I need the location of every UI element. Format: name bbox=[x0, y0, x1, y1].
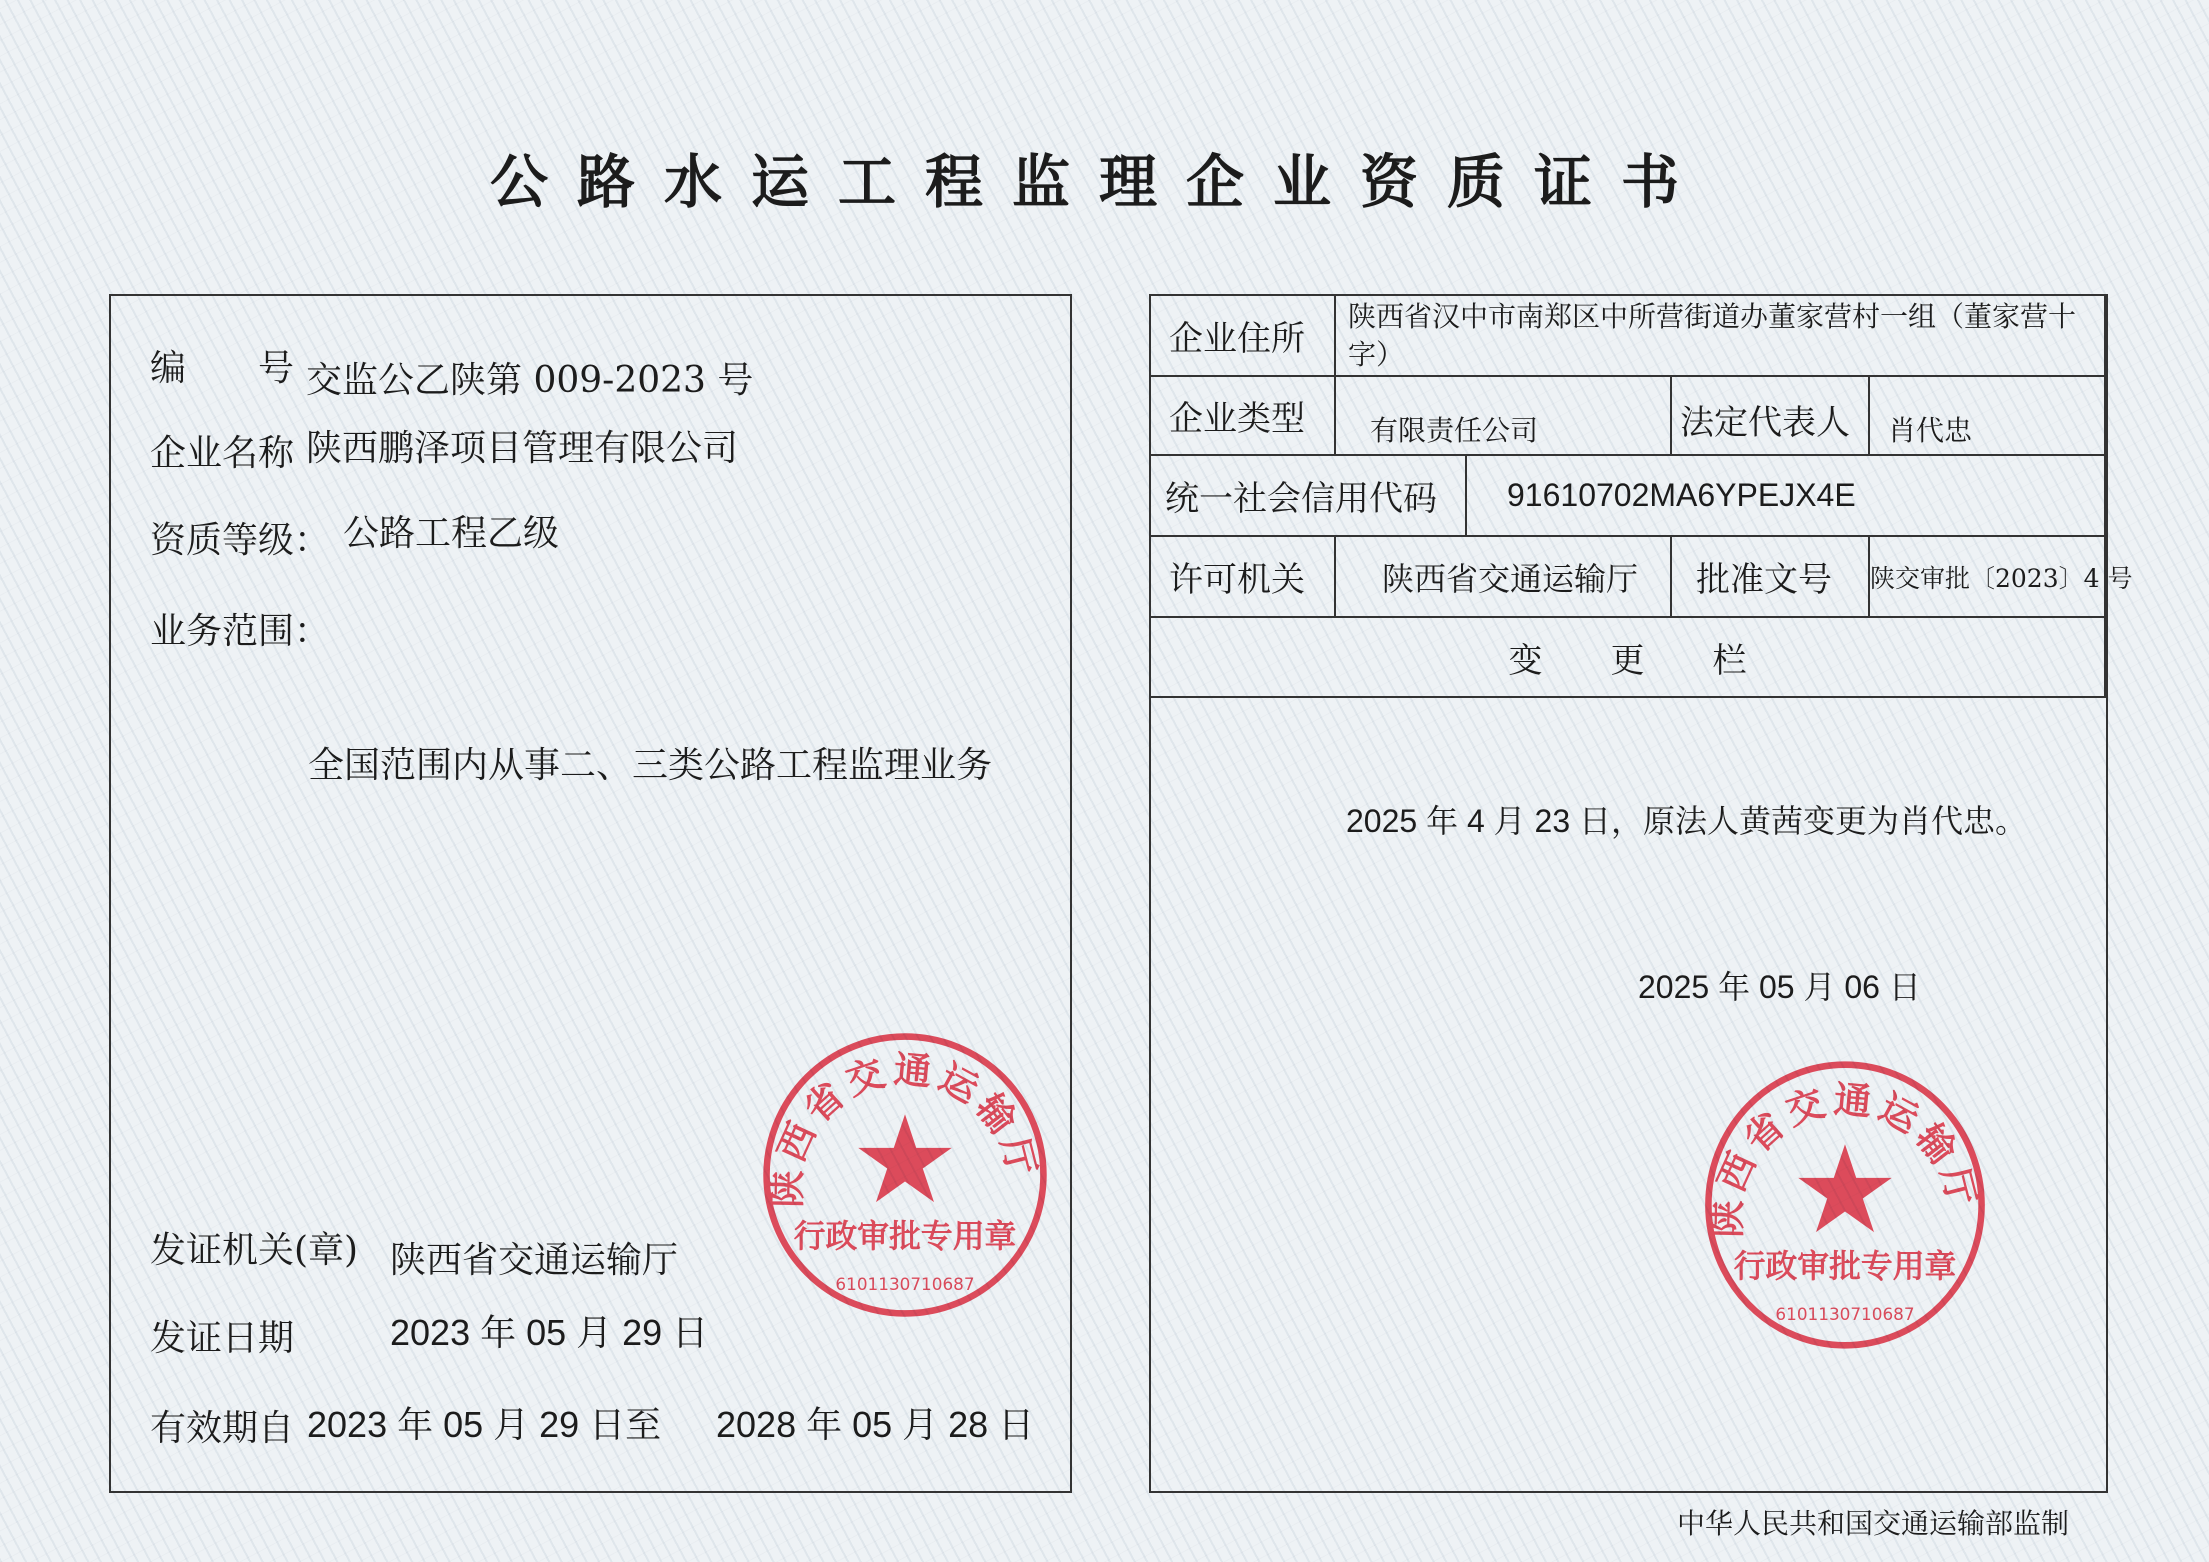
legal-rep-label: 法定代表人 bbox=[1670, 375, 1870, 456]
company-name-label: 企业名称 bbox=[150, 433, 295, 474]
svg-text:6101130710687: 6101130710687 bbox=[835, 1274, 975, 1295]
number-label: 编 号 bbox=[150, 348, 295, 389]
change-record-text: 2025 年 4 月 23 日，原法人黄茜变更为肖代忠。 bbox=[1346, 803, 2028, 839]
scope-value: 全国范围内从事二、三类公路工程监理业务 bbox=[308, 745, 993, 786]
grade-value: 公路工程乙级 bbox=[343, 513, 560, 554]
authority-label: 许可机关 bbox=[1149, 535, 1336, 618]
issuer-value: 陕西省交通运输厅 bbox=[390, 1240, 679, 1281]
address-value: 陕西省汉中市南郑区中所营街道办董家营村一组（董家营十字） bbox=[1334, 294, 2106, 377]
svg-text:陕西省交通运输厅: 陕西省交通运输厅 bbox=[1704, 1076, 1986, 1239]
approval-label: 批准文号 bbox=[1670, 535, 1870, 618]
change-record-date: 2025 年 05 月 06 日 bbox=[1638, 969, 1921, 1005]
seal-star-icon bbox=[1798, 1144, 1892, 1232]
issue-date-value: 2023 年 05 月 29 日 bbox=[390, 1312, 709, 1353]
credit-code-label: 统一社会信用代码 bbox=[1149, 454, 1467, 537]
official-seal-right bbox=[1700, 1060, 1990, 1350]
svg-text:行政审批专用章: 行政审批专用章 bbox=[793, 1218, 1017, 1256]
svg-text:行政审批专用章: 行政审批专用章 bbox=[1733, 1248, 1957, 1286]
number-value: 交监公乙陕第 009-2023 号 bbox=[306, 360, 754, 401]
change-column-header: 变 更 栏 bbox=[1149, 616, 2106, 698]
svg-text:陕西省交通运输厅: 陕西省交通运输厅 bbox=[764, 1046, 1046, 1209]
issue-date-label: 发证日期 bbox=[150, 1318, 295, 1359]
seal-star-icon bbox=[858, 1114, 952, 1202]
address-label: 企业住所 bbox=[1149, 294, 1336, 377]
scope-label: 业务范围： bbox=[150, 611, 331, 652]
footer-supervisor: 中华人民共和国交通运输部监制 bbox=[1677, 1507, 2070, 1540]
valid-to: 2028 年 05 月 28 日 bbox=[716, 1404, 1035, 1445]
issuer-label: 发证机关(章) bbox=[150, 1230, 359, 1271]
company-name-value: 陕西鹏泽项目管理有限公司 bbox=[306, 428, 739, 469]
official-seal-left bbox=[760, 1030, 1050, 1320]
certificate-title: 公路水运工程监理企业资质证书 bbox=[490, 148, 1709, 216]
credit-code-value: 91610702MA6YPEJX4E bbox=[1465, 454, 2106, 537]
type-label: 企业类型 bbox=[1149, 375, 1336, 456]
approval-value: 陕交审批〔2023〕4 号 bbox=[1868, 535, 2106, 618]
svg-text:6101130710687: 6101130710687 bbox=[1775, 1304, 1915, 1325]
grade-label: 资质等级： bbox=[150, 520, 331, 561]
legal-rep-value: 肖代忠 bbox=[1868, 375, 2106, 456]
type-value: 有限责任公司 bbox=[1334, 375, 1672, 456]
valid-label: 有效期自 bbox=[150, 1408, 295, 1449]
valid-from: 2023 年 05 月 29 日至 bbox=[307, 1404, 662, 1445]
authority-value: 陕西省交通运输厅 bbox=[1334, 535, 1672, 618]
